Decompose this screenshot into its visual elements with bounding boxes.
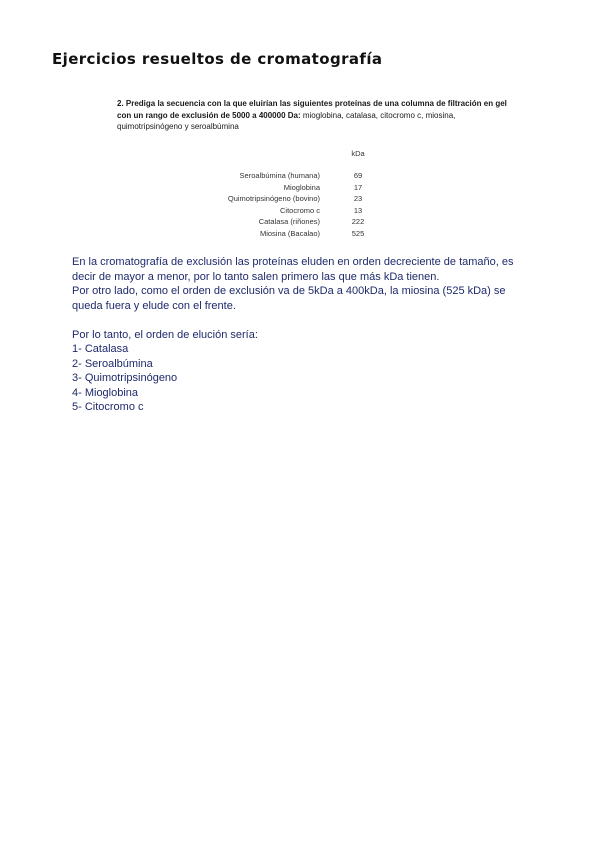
page-title: Ejercicios resueltos de cromatografía [52, 50, 383, 68]
table-row [210, 205, 368, 217]
protein-name: Quimotripsinógeno (bovino) [227, 194, 320, 203]
list-item: 5- Citocromo c [72, 401, 144, 413]
protein-kda: 222 [351, 217, 365, 226]
table-row [210, 170, 368, 182]
protein-kda: 23 [353, 194, 363, 203]
answer-paragraph: En la cromatografía de exclusión las proteínas eluden en orden decreciente de tamaño, es decir de mayor a menor, por lo tanto salen primero las que más kDa tienen. [72, 256, 514, 283]
list-item: 4- Mioglobina [72, 386, 139, 399]
protein-kda: 525 [351, 228, 365, 238]
protein-name: Seroalbúmina (humana) [239, 171, 320, 180]
answer-intro: Por lo tanto, el orden de elución sería: [72, 328, 258, 341]
table-row [210, 228, 368, 240]
molecular-weight-table [210, 148, 368, 239]
paragraph-spacer [72, 313, 532, 328]
protein-kda: 69 [353, 171, 363, 180]
list-item: 1- Catalasa [72, 343, 129, 355]
protein-name: Citocromo c [279, 205, 320, 215]
list-item: 2- Seroalbúmina [72, 357, 153, 370]
protein-name: Catalasa (riñones) [258, 217, 320, 226]
table-header-kda: kDa [351, 149, 365, 158]
question-protein-list: mioglobina, catalasa, citocromo c, miosina, quimotripsinógeno y seroalbúmina [117, 110, 456, 131]
question-text [117, 98, 517, 133]
list-item: 3- Quimotripsinógeno [72, 372, 178, 384]
table-row [210, 182, 368, 194]
elution-order-list [72, 342, 532, 415]
question-statement: 2. Prediga la secuencia con la que eluirían las siguientes proteínas de una columna de filtración en gel con un rango de exclusión de 5000 a 400000 Da: [117, 99, 507, 120]
protein-kda: 13 [353, 205, 363, 215]
answer-section [72, 255, 532, 415]
table-row [210, 193, 368, 205]
protein-name: Mioglobina [283, 182, 320, 192]
answer-paragraph: Por otro lado, como el orden de exclusión va de 5kDa a 400kDa, la miosina (525 kDa) se queda fuera y elude con el frente. [72, 285, 506, 312]
protein-kda: 17 [353, 182, 363, 192]
table-row [210, 216, 368, 228]
table-header-row [210, 148, 368, 170]
protein-name: Miosina (Bacalao) [259, 228, 320, 238]
